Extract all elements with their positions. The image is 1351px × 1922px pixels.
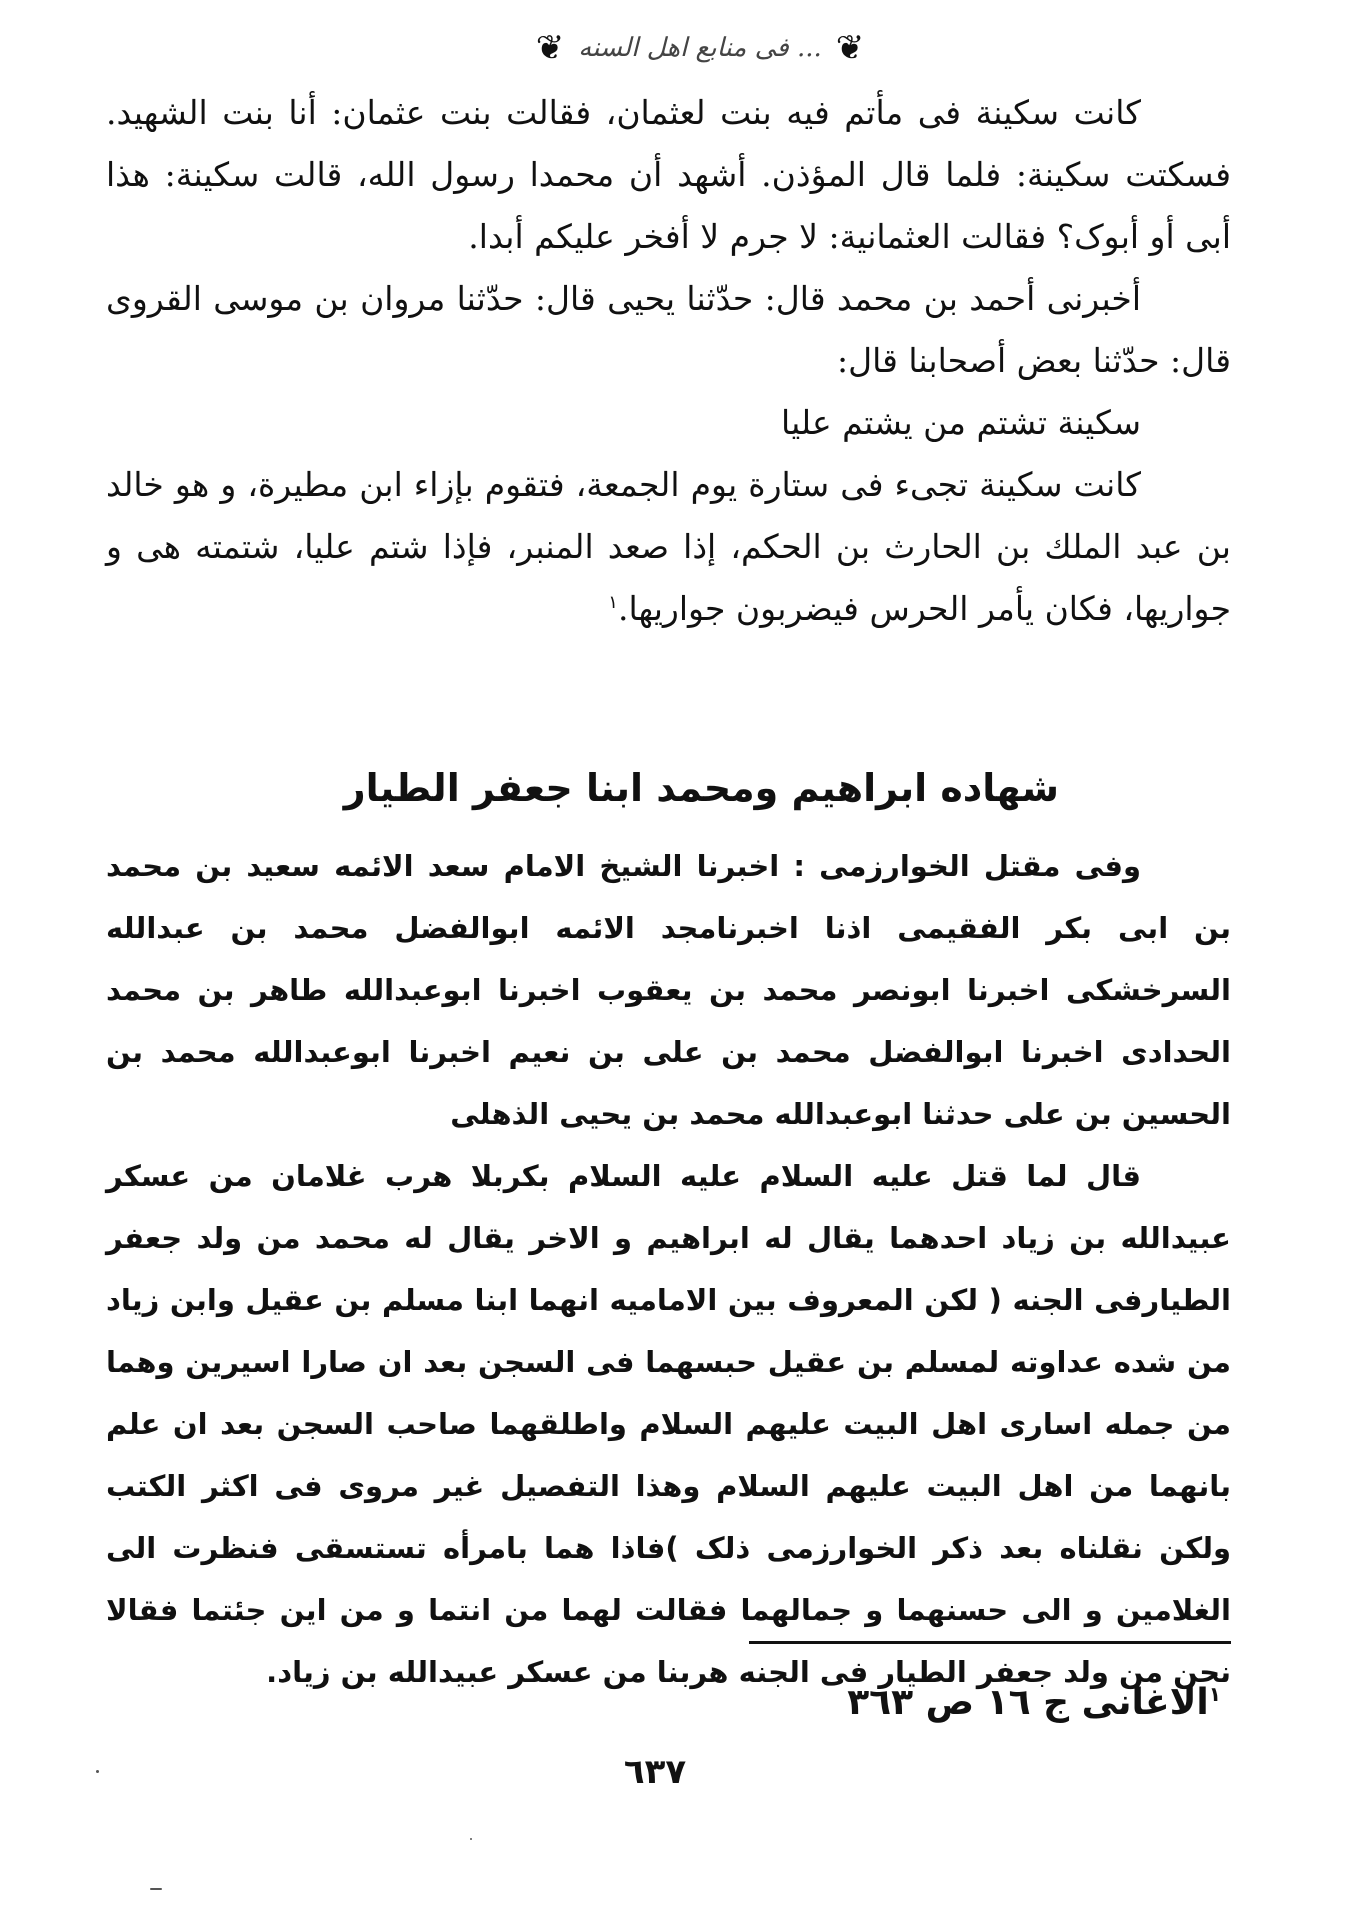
paragraph-2: أخبرنى أحمد بن محمد قال: حدّثنا يحيى قال: حدّثنا مروان بن موسى القروى قال: حدّثنا بعض أصحابنا قال: [106, 279, 1231, 380]
running-header [470, 18, 930, 78]
paragraph-5: قال لما قتل عليه السلام عليه السلام بكربلا هرب غلامان من عسكر عبيدالله بن زياد احدهما يقال له ابراهيم و الاخر يقال له محمد من ولد جعفر الطيارفى الجنه ( لكن المعروف بين الاماميه انهما ابنا مسلم بن عقيل وابن زياد من شده عداوته لمسلم بن عقيل حبسهما فى السجن بعد ان صارا اسيرين وهما من جمله اسارى اهل البيت عليهم السلام واطلقهما صاحب السجن بعد ان علم بانهما من اهل البيت عليهم السلام وهذا التفصيل غير مروى فى اكثر الكتب ولكن نقلناه بعد ذكر الخوارزمى ذلک )فاذا هما بامرأه تستسقى فنظرت الى الغلامين و الى حسنهما و جمالهما فقالت لهما من انتما و من اين جئتما فقالا نحن من ولد جعفر الطيار فى الجنه هربنا من عسكر عبيدالله بن زياد. [106, 1159, 1231, 1689]
section-1-body [106, 82, 1231, 640]
footnote [847, 1678, 1221, 1728]
ornament-left-icon: ❦ [535, 28, 565, 68]
paragraph-1: كانت سكينة فى مأتم فيه بنت لعثمان، فقالت بنت عثمان: أنا بنت الشهيد. فسكتت سكينة: فلما قال المؤذن. أشهد أن محمدا رسول الله، قالت سكينة: هذا أبى أو أبوک؟ فقالت العثمانية: لا جرم لا أفخر عليكم أبدا. [106, 93, 1231, 256]
paragraph-4: وفى مقتل الخوارزمى : اخبرنا الشيخ الامام سعد الائمه سعيد بن محمد بن ابى بكر الفقيمى اذنا اخبرنامجد الائمه ابوالفضل محمد بن عبدالله السرخشكى اخبرنا ابونصر محمد بن يعقوب اخبرنا ابوعبدالله طاهر بن محمد الحدادى اخبرنا ابوالفضل محمد بن على بن نعيم اخبرنا ابوعبدالله محمد بن الحسين بن على حدثنا ابوعبدالله محمد بن يحيى الذهلى [106, 849, 1231, 1131]
footnote-divider [749, 1641, 1231, 1644]
scan-speck [470, 1838, 472, 1840]
footnote-reference[interactable]: ١ [608, 592, 618, 613]
verse-line: سكينة تشتم من يشتم عليا [781, 403, 1141, 442]
page-number: ٦٣٧ [623, 1752, 687, 1792]
ornament-right-icon: ❦ [835, 28, 865, 68]
footnote-text: الاغانى ج ١٦ ص ٣٦٣ [847, 1682, 1209, 1723]
paragraph-3 [106, 454, 1231, 640]
scan-speck [150, 1888, 162, 1890]
footnote-number: ١ [1208, 1682, 1221, 1706]
paragraph-3-text: كانت سكينة تجىء فى ستارة يوم الجمعة، فتقوم بإزاء ابن مطيرة، و هو خالد بن عبد الملك بن الحارث بن الحكم، إذا صعد المنبر، فإذا شتم عليا، شتمته هى و جواريها، فكان يأمر الحرس فيضربون جواريها. [106, 465, 1231, 628]
scan-speck [96, 1770, 99, 1773]
running-title: ... فى منابع اهل السنه [578, 33, 822, 63]
section-2-body [106, 835, 1231, 1703]
section-2-title: شهاده ابراهيم ومحمد ابنا جعفر الطيار [343, 766, 1059, 810]
